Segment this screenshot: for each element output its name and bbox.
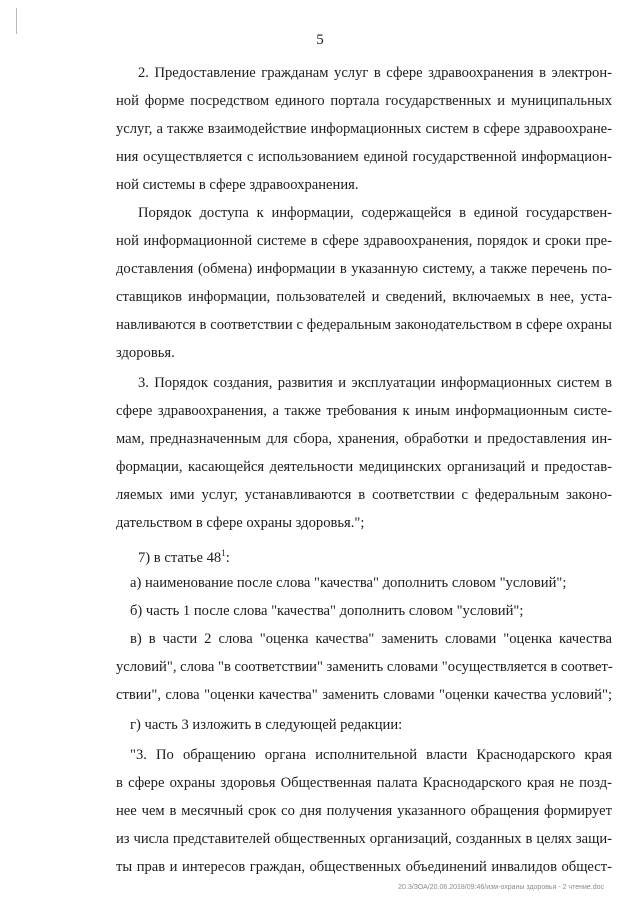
article-heading-suffix: : (225, 549, 230, 566)
text-line: Порядок доступа к информации, содержащейся в единой государствен- (138, 205, 612, 221)
text-line: г) часть 3 изложить в следующей редакции: (130, 717, 403, 733)
binder-mark (16, 8, 17, 34)
text-line: б) часть 1 после слова "качества" дополнить словом "условий"; (130, 603, 524, 619)
text-line: 3. Порядок создания, развития и эксплуатации информационных систем в (138, 375, 612, 391)
article-superscript: 1 (221, 548, 226, 558)
text-line: ной информационной системе в сфере здравоохранения, порядок и сроки пре- (116, 233, 612, 249)
text-line: в сфере охраны здоровья Общественная палата Краснодарского края не позд- (116, 775, 612, 791)
text-line: "3. По обращению органа исполнительной власти Краснодарского края (130, 747, 612, 763)
text-line: сфере здравоохранения, а также требования к иным информационным систе- (116, 403, 612, 419)
text-line: ной форме посредством единого портала государственных и муниципальных (116, 93, 612, 109)
text-line: нее чем в месячный срок со дня получения указанного обращения формирует (116, 803, 612, 819)
text-line: 2. Предоставление гражданам услуг в сфере здравоохранения в электрон- (138, 65, 612, 81)
page-number: 5 (316, 32, 324, 48)
article-heading-text: 7) в статье 48 (138, 549, 222, 566)
text-line: навливаются в соответствии с федеральным законодательством в сфере охраны (116, 317, 612, 333)
text-line: а) наименование после слова "качества" дополнить словом "условий"; (130, 575, 567, 591)
text-line: в) в части 2 слова "оценка качества" заменить словами "оценка качества (130, 631, 612, 647)
text-line: услуг, а также взаимодействие информационных систем в сфере здравоохране- (116, 121, 612, 137)
text-line: условий", слова "в соответствии" заменить словами "осуществляется в соответ- (116, 659, 613, 675)
text-line: здоровья. (116, 345, 175, 361)
text-line: мам, предназначенным для сбора, хранения, обработки и предоставления ин- (116, 431, 612, 447)
text-line: ставщиков информации, пользователей и сведений, включаемых в нее, уста- (116, 289, 612, 305)
text-line: доставления (обмена) информации в указанную систему, а также перечень по- (116, 261, 612, 277)
article-heading-line (138, 543, 612, 568)
document-footer: 20.3/ЗОА/20.06.2018/09:46/изм-охраны здоровья - 2 чтение.doc (398, 884, 604, 891)
text-line: дательством в сфере охраны здоровья."; (116, 515, 365, 531)
text-line: из числа представителей общественных организаций, созданных в целях защи- (116, 831, 612, 847)
text-line: ния осуществляется с использованием единой государственной информацион- (116, 149, 612, 165)
text-line: ной системы в сфере здравоохранения. (116, 177, 359, 193)
text-line: ты прав и интересов граждан, общественных объединений инвалидов общест- (116, 859, 612, 875)
text-line: ляемых ими услуг, устанавливаются в соответствии с федеральным законо- (116, 487, 612, 503)
text-line: формации, касающейся деятельности медицинских организаций и предостав- (116, 459, 612, 475)
text-line: ствии", слова "оценки качества" заменить словами "оценки качества условий"; (116, 687, 612, 703)
